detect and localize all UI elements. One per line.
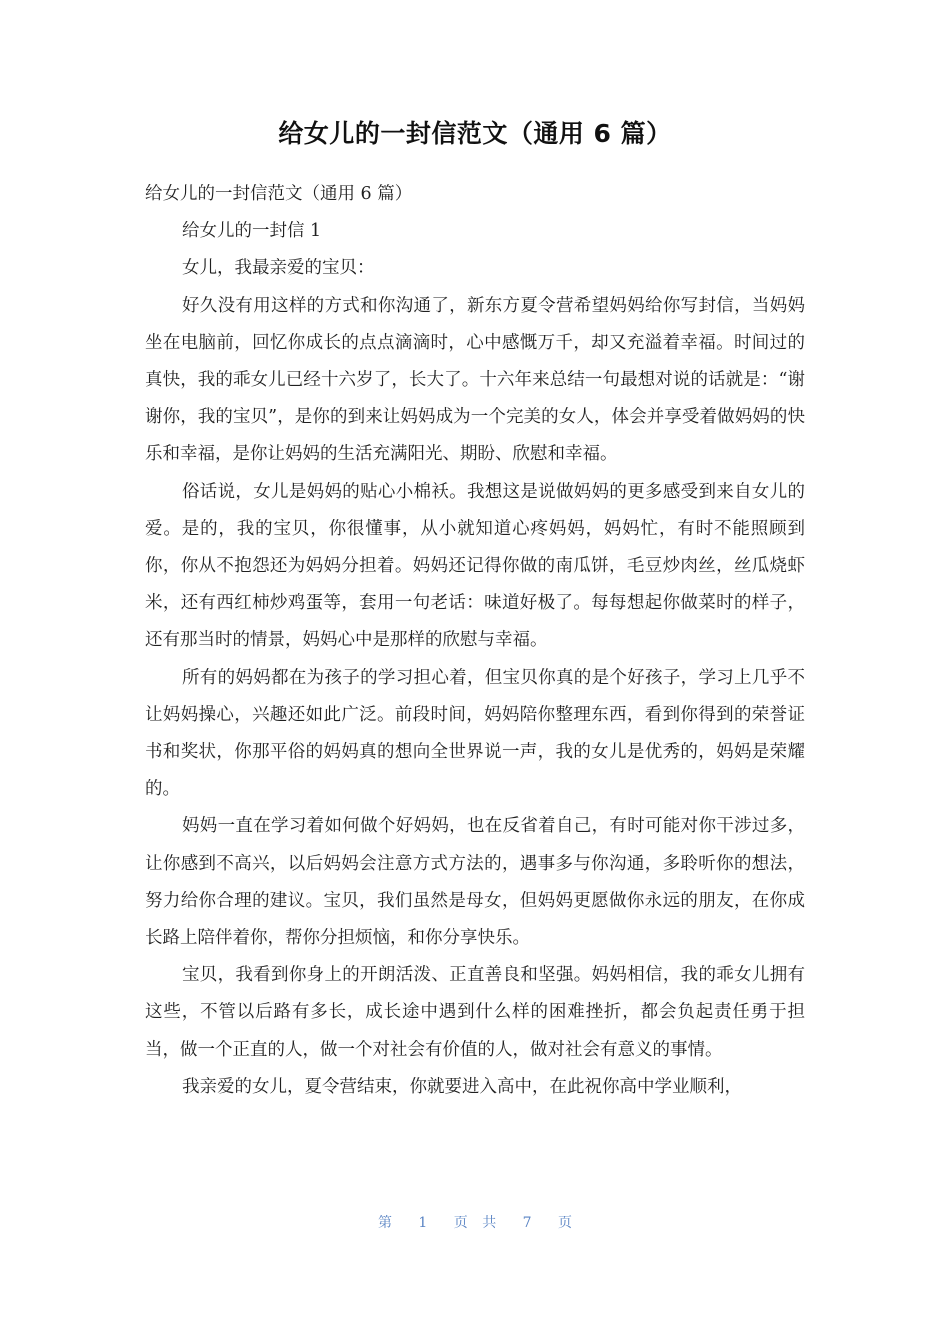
- paragraph-subtitle: 给女儿的一封信范文（通用 6 篇）: [145, 184, 413, 204]
- document-body: [145, 176, 805, 1106]
- paragraph-salutation: 女儿，我最亲爱的宝贝：: [182, 258, 375, 279]
- page-footer: [0, 1212, 950, 1232]
- page-label-suffix: 页: [558, 1215, 573, 1231]
- paragraph: 俗话说，女儿是妈妈的贴心小棉袄。我想这是说做妈妈的更多感受到来自女儿的爱。是的，我的宝贝，你很懂事，从小就知道心疼妈妈，妈妈忙，有时不能照顾到你，你从不抱怨还为妈妈分担着。妈妈还记得你做的南瓜饼，毛豆炒肉丝，丝瓜烧虾米，还有西红柿炒鸡蛋等，套用一句老话：味道好极了。每每想起你做菜时的样子，还有那当时的情景，妈妈心中是那样的欣慰与幸福。: [145, 481, 805, 651]
- document-title: 给女儿的一封信范文（通用 6 篇）: [278, 119, 672, 148]
- page-label-middle: 页 共: [453, 1215, 497, 1231]
- paragraph: 所有的妈妈都在为孩子的学习担心着，但宝贝你真的是个好孩子，学习上几乎不让妈妈操心，兴趣还如此广泛。前段时间，妈妈陪你整理东西，看到你得到的荣誉证书和奖状，你那平俗的妈妈真的想向全世界说一声，我的女儿是优秀的，妈妈是荣耀的。: [145, 667, 805, 800]
- paragraph-section-heading: 给女儿的一封信 1: [182, 221, 322, 242]
- total-pages-number: 7: [522, 1215, 532, 1231]
- current-page-number: 1: [418, 1215, 428, 1231]
- page-label-prefix: 第: [377, 1215, 392, 1231]
- paragraph: 我亲爱的女儿，夏令营结束，你就要进入高中，在此祝你高中学业顺利，: [182, 1076, 742, 1097]
- paragraph: 宝贝，我看到你身上的开朗活泼、正直善良和坚强。妈妈相信，我的乖女儿拥有这些，不管以后路有多长，成长途中遇到什么样的困难挫折，都会负起责任勇于担当，做一个正直的人，做一个对社会有价值的人，做对社会有意义的事情。: [145, 965, 805, 1060]
- paragraph: 好久没有用这样的方式和你沟通了，新东方夏令营希望妈妈给你写封信，当妈妈坐在电脑前，回忆你成长的点点滴滴时，心中感慨万千，却又充溢着幸福。时间过的真快，我的乖女儿已经十六岁了，长大了。十六年来总结一句最想对说的话就是：“谢谢你，我的宝贝”，是你的到来让妈妈成为一个完美的女人，体会并享受着做妈妈的快乐和幸福，是你让妈妈的生活充满阳光、期盼、欣慰和幸福。: [145, 295, 805, 465]
- paragraph: 妈妈一直在学习着如何做个好妈妈，也在反省着自己，有时可能对你干涉过多，让你感到不高兴，以后妈妈会注意方式方法的，遇事多与你沟通，多聆听你的想法，努力给你合理的建议。宝贝，我们虽然是母女，但妈妈更愿做你永远的朋友，在你成长路上陪伴着你，帮你分担烦恼，和你分享快乐。: [145, 816, 805, 949]
